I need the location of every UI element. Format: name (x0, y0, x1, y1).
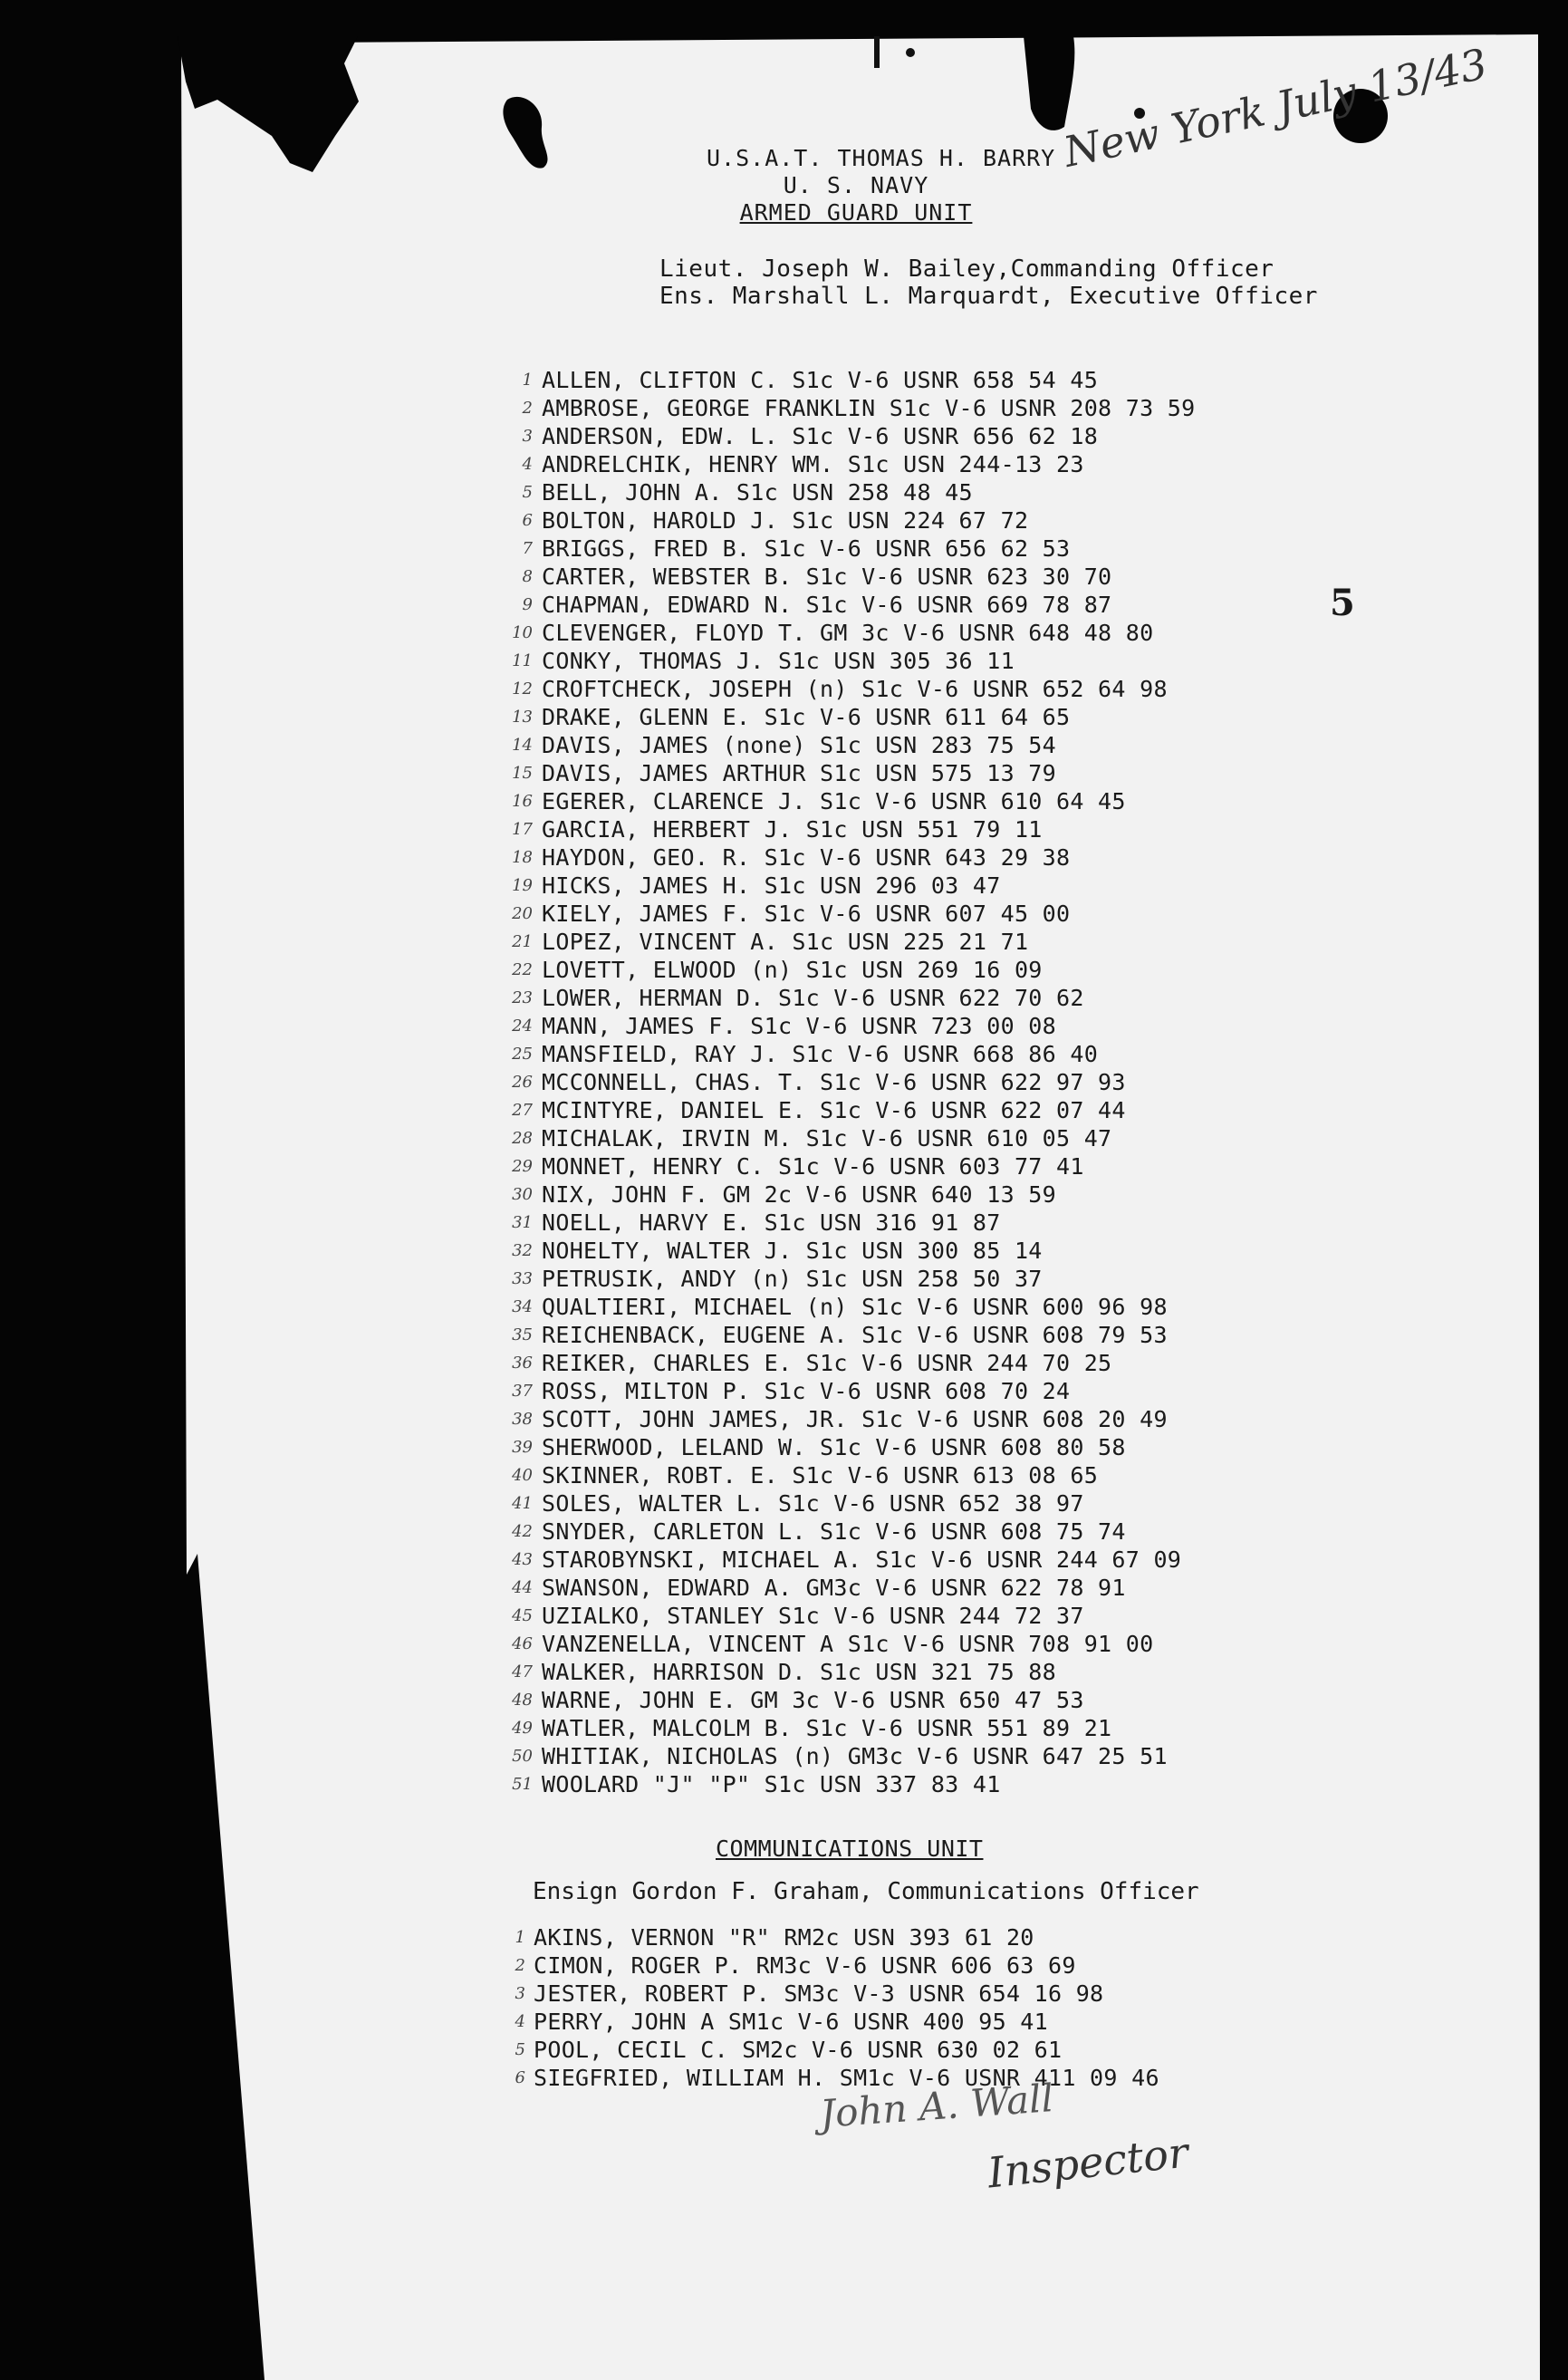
roster-entry: AMBROSE, GEORGE FRANKLIN S1c V-6 USNR 208 73 59 (542, 395, 1196, 421)
tick-mark: 20 (512, 904, 533, 923)
roster-entry: NOHELTY, WALTER J. S1c USN 300 85 14 (542, 1238, 1043, 1264)
tick-mark: 23 (512, 988, 533, 1007)
tick-mark: 43 (512, 1550, 533, 1569)
communications-unit-title: COMMUNICATIONS UNIT (716, 1836, 984, 1862)
tick-mark: 27 (512, 1101, 533, 1120)
roster-entry: PERRY, JOHN A SM1c V-6 USNR 400 95 41 (534, 2009, 1048, 2035)
roster-tick-marks (469, 366, 533, 1798)
tick-mark: 48 (512, 1691, 533, 1710)
roster-entry: REICHENBACK, EUGENE A. S1c V-6 USNR 608 79 53 (542, 1322, 1168, 1348)
roster-entry: WOOLARD "J" "P" S1c USN 337 83 41 (542, 1771, 1001, 1797)
tick-mark: 2 (515, 1956, 525, 1975)
roster-entry: BRIGGS, FRED B. S1c V-6 USNR 656 62 53 (542, 535, 1071, 562)
roster-entry: POOL, CECIL C. SM2c V-6 USNR 630 02 61 (534, 2037, 1063, 2063)
roster-entry: LOVETT, ELWOOD (n) S1c USN 269 16 09 (542, 957, 1043, 983)
roster-entry: MONNET, HENRY C. S1c V-6 USNR 603 77 41 (542, 1153, 1084, 1180)
roster-entry: SOLES, WALTER L. S1c V-6 USNR 652 38 97 (542, 1490, 1084, 1517)
tick-mark: 4 (515, 2012, 525, 2031)
roster-entry: JESTER, ROBERT P. SM3c V-3 USNR 654 16 98 (534, 1980, 1104, 2007)
tick-mark: 33 (512, 1269, 533, 1288)
roster-entry: SNYDER, CARLETON L. S1c V-6 USNR 608 75 74 (542, 1518, 1126, 1545)
roster-entry: MANN, JAMES F. S1c V-6 USNR 723 00 08 (542, 1013, 1056, 1039)
tick-mark: 28 (512, 1129, 533, 1148)
roster-entry: LOWER, HERMAN D. S1c V-6 USNR 622 70 62 (542, 985, 1084, 1011)
tick-mark: 39 (512, 1438, 533, 1457)
armed-guard-roster (542, 366, 1196, 1798)
tick-mark: 10 (512, 623, 533, 642)
tick-mark: 19 (512, 876, 533, 895)
commanding-officer: Lieut. Joseph W. Bailey,Commanding Officer (659, 255, 1275, 283)
roster-entry: CHAPMAN, EDWARD N. S1c V-6 USNR 669 78 87 (542, 592, 1112, 618)
tick-mark: 21 (512, 932, 533, 951)
roster-entry: CONKY, THOMAS J. S1c USN 305 36 11 (542, 648, 1015, 674)
tick-mark: 17 (512, 820, 533, 839)
roster-entry: CLEVENGER, FLOYD T. GM 3c V-6 USNR 648 48 80 (542, 620, 1154, 646)
tick-mark: 40 (512, 1466, 533, 1485)
roster-entry: SKINNER, ROBT. E. S1c V-6 USNR 613 08 65 (542, 1462, 1099, 1489)
tick-mark: 36 (512, 1354, 533, 1373)
roster-entry: AKINS, VERNON "R" RM2c USN 393 61 20 (534, 1924, 1034, 1951)
tick-mark: 41 (512, 1494, 533, 1513)
communications-roster (534, 1923, 1159, 2092)
roster-entry: HICKS, JAMES H. S1c USN 296 03 47 (542, 872, 1001, 899)
tick-mark: 1 (515, 1928, 525, 1947)
roster-entry: LOPEZ, VINCENT A. S1c USN 225 21 71 (542, 929, 1029, 955)
tick-mark: 14 (512, 736, 533, 755)
inspector-title: Inspector (985, 2127, 1191, 2198)
tick-mark: 49 (512, 1719, 533, 1738)
tick-mark: 13 (512, 708, 533, 727)
tick-mark: 16 (512, 792, 533, 811)
tick-mark: 18 (512, 848, 533, 867)
tick-mark: 47 (512, 1662, 533, 1681)
tick-mark: 3 (522, 427, 533, 446)
roster-entry: QUALTIERI, MICHAEL (n) S1c V-6 USNR 600 96 98 (542, 1294, 1168, 1320)
page-number: 5 (1330, 582, 1355, 624)
tick-mark: 37 (512, 1382, 533, 1401)
roster-entry: VANZENELLA, VINCENT A S1c V-6 USNR 708 91 00 (542, 1631, 1154, 1657)
roster-entry: UZIALKO, STANLEY S1c V-6 USNR 244 72 37 (542, 1603, 1084, 1629)
roster-entry: MANSFIELD, RAY J. S1c V-6 USNR 668 86 40 (542, 1041, 1099, 1067)
ship-name: U.S.A.T. THOMAS H. BARRY (707, 145, 1056, 171)
roster-entry: HAYDON, GEO. R. S1c V-6 USNR 643 29 38 (542, 844, 1071, 871)
tick-mark: 26 (512, 1073, 533, 1092)
tick-mark: 38 (512, 1410, 533, 1429)
tick-mark: 5 (515, 2040, 525, 2059)
roster-entry: MCINTYRE, DANIEL E. S1c V-6 USNR 622 07 44 (542, 1097, 1126, 1123)
roster-entry: ANDRELCHIK, HENRY WM. S1c USN 244-13 23 (542, 451, 1084, 477)
roster-entry: ROSS, MILTON P. S1c V-6 USNR 608 70 24 (542, 1378, 1071, 1404)
tick-mark: 46 (512, 1634, 533, 1653)
roster-entry: ALLEN, CLIFTON C. S1c V-6 USNR 658 54 45 (542, 367, 1099, 393)
roster-entry: KIELY, JAMES F. S1c V-6 USNR 607 45 00 (542, 901, 1071, 927)
roster-entry: REIKER, CHARLES E. S1c V-6 USNR 244 70 25 (542, 1350, 1112, 1376)
roster-entry: CARTER, WEBSTER B. S1c V-6 USNR 623 30 70 (542, 564, 1112, 590)
roster-entry: WARNE, JOHN E. GM 3c V-6 USNR 650 47 53 (542, 1687, 1084, 1713)
tick-mark: 8 (522, 567, 533, 586)
roster-entry: MICHALAK, IRVIN M. S1c V-6 USNR 610 05 47 (542, 1125, 1112, 1151)
tick-mark: 42 (512, 1522, 533, 1541)
roster-entry: CROFTCHECK, JOSEPH (n) S1c V-6 USNR 652 64 98 (542, 676, 1168, 702)
unit-title: ARMED GUARD UNIT (739, 199, 973, 226)
tick-mark: 7 (522, 539, 533, 558)
roster-entry: BELL, JOHN A. S1c USN 258 48 45 (542, 479, 973, 506)
roster-entry: NOELL, HARVY E. S1c USN 316 91 87 (542, 1209, 1001, 1236)
tick-mark: 3 (515, 1984, 525, 2003)
tick-mark: 51 (512, 1775, 533, 1794)
roster-entry: PETRUSIK, ANDY (n) S1c USN 258 50 37 (542, 1266, 1043, 1292)
roster-entry: MCCONNELL, CHAS. T. S1c V-6 USNR 622 97 93 (542, 1069, 1126, 1095)
tick-mark: 15 (512, 764, 533, 783)
roster-entry: GARCIA, HERBERT J. S1c USN 551 79 11 (542, 816, 1043, 843)
tick-mark: 11 (512, 651, 533, 670)
tick-mark: 29 (512, 1157, 533, 1176)
executive-officer: Ens. Marshall L. Marquardt, Executive Officer (659, 283, 1318, 310)
roster-entry: WHITIAK, NICHOLAS (n) GM3c V-6 USNR 647 25 51 (542, 1743, 1168, 1769)
roster-entry: ANDERSON, EDW. L. S1c V-6 USNR 656 62 18 (542, 423, 1099, 449)
roster-entry: NIX, JOHN F. GM 2c V-6 USNR 640 13 59 (542, 1181, 1056, 1208)
tick-mark: 24 (512, 1017, 533, 1036)
tick-mark: 5 (522, 483, 533, 502)
roster-entry: CIMON, ROGER P. RM3c V-6 USNR 606 63 69 (534, 1952, 1076, 1979)
roster-entry: WATLER, MALCOLM B. S1c V-6 USNR 551 89 21 (542, 1715, 1112, 1741)
roster-entry: DAVIS, JAMES ARTHUR S1c USN 575 13 79 (542, 760, 1056, 786)
roster-entry: SHERWOOD, LELAND W. S1c V-6 USNR 608 80 58 (542, 1434, 1126, 1460)
tick-mark: 6 (515, 2068, 525, 2087)
handwritten-date-note: New York July 13/43 (1059, 39, 1492, 177)
service-name: U. S. NAVY (783, 172, 929, 198)
roster-entry: SIEGFRIED, WILLIAM H. SM1c V-6 USNR 411 09 46 (534, 2065, 1159, 2091)
tick-mark: 2 (522, 399, 533, 418)
tick-mark: 4 (522, 455, 533, 474)
tick-mark: 32 (512, 1241, 533, 1260)
tick-mark: 34 (512, 1297, 533, 1316)
communications-officer: Ensign Gordon F. Graham, Communications Officer (533, 1878, 1199, 1905)
tick-mark: 9 (522, 595, 533, 614)
communications-tick-marks (471, 1923, 525, 2092)
roster-entry: EGERER, CLARENCE J. S1c V-6 USNR 610 64 45 (542, 788, 1126, 814)
tick-mark: 12 (512, 679, 533, 699)
tick-mark: 6 (522, 511, 533, 530)
roster-entry: BOLTON, HAROLD J. S1c USN 224 67 72 (542, 507, 1029, 534)
roster-entry: SWANSON, EDWARD A. GM3c V-6 USNR 622 78 91 (542, 1575, 1126, 1601)
tick-mark: 35 (512, 1325, 533, 1344)
tick-mark: 45 (512, 1606, 533, 1625)
roster-entry: SCOTT, JOHN JAMES, JR. S1c V-6 USNR 608 20 49 (542, 1406, 1168, 1432)
roster-entry: STAROBYNSKI, MICHAEL A. S1c V-6 USNR 244 67 09 (542, 1547, 1182, 1573)
roster-entry: WALKER, HARRISON D. S1c USN 321 75 88 (542, 1659, 1056, 1685)
roster-entry: DAVIS, JAMES (none) S1c USN 283 75 54 (542, 732, 1056, 758)
tick-mark: 25 (512, 1045, 533, 1064)
tick-mark: 31 (512, 1213, 533, 1232)
tick-mark: 22 (512, 960, 533, 979)
roster-entry: DRAKE, GLENN E. S1c V-6 USNR 611 64 65 (542, 704, 1071, 730)
tick-mark: 44 (512, 1578, 533, 1597)
tick-mark: 30 (512, 1185, 533, 1204)
tick-mark: 1 (522, 371, 533, 390)
inspector-signature: John A. Wall (818, 2076, 1055, 2136)
tick-mark: 50 (512, 1747, 533, 1766)
